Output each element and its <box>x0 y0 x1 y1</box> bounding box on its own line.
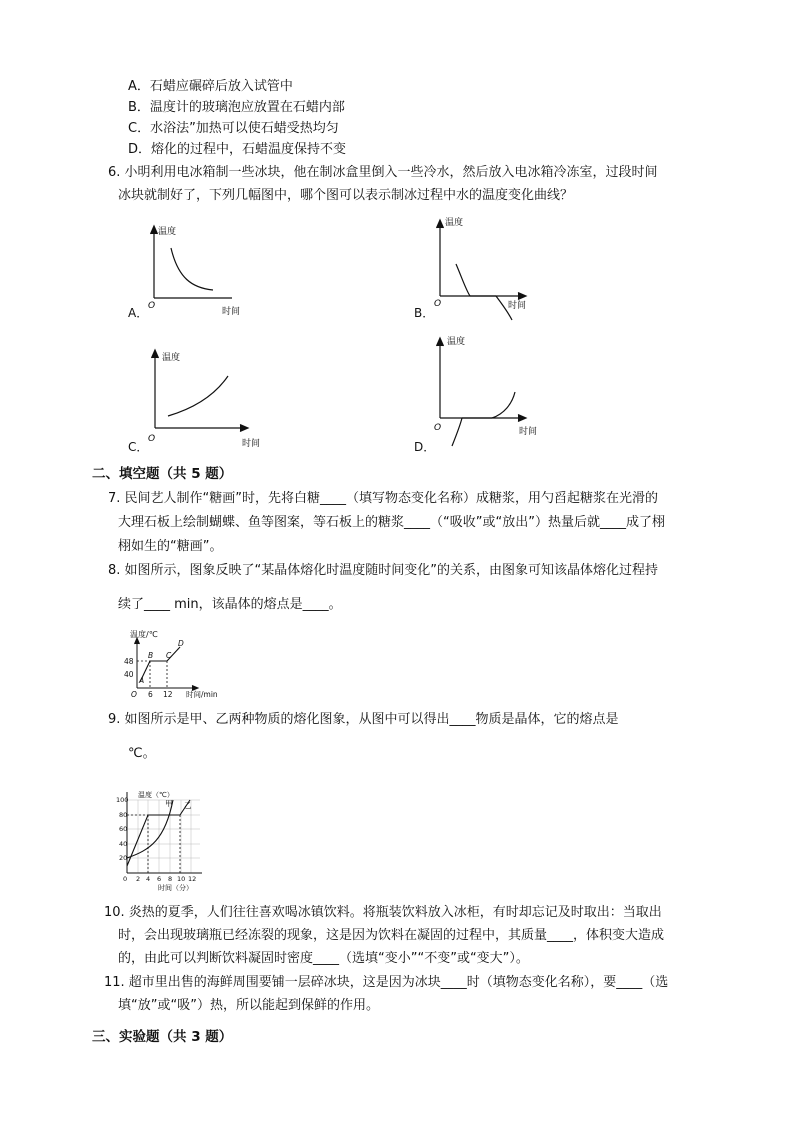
graph-b-ylabel: 温度 <box>445 218 464 228</box>
q9-line-2: ℃。 <box>128 746 156 761</box>
q5-option-c: C．水浴法”加热可以使石蜡受热均匀 <box>128 121 339 136</box>
q7-line-3: 栩如生的“糖画”。 <box>118 539 223 554</box>
q9-ylabel: 温度（℃） <box>138 791 174 799</box>
q6-line-1: 6. 小明利用电冰箱制一些冰块，他在制冰盒里倒入一些冷水，然后放入电冰箱冷冻室，过段时间 <box>108 165 658 180</box>
q11-line-1: 11. 超市里出售的海鲜周围要铺一层碎冰块，这是因为冰块____时（填物态变化名称），要____（选 <box>104 975 669 990</box>
graph-b-xlabel: 时间 <box>508 301 527 311</box>
q9-label-jia: 甲 <box>165 799 173 808</box>
q9-grid <box>127 800 200 873</box>
q8-point-b: B <box>148 651 154 660</box>
graph-b-option: B． <box>414 306 435 320</box>
q5-option-b: B．温度计的玻璃泡应放置在石蜡内部 <box>128 100 345 115</box>
graph-a-ylabel: 温度 <box>158 227 177 237</box>
graph-d-ylabel: 温度 <box>447 337 466 347</box>
graph-c-xlabel: 时间 <box>242 439 261 449</box>
q9-label-yi: 乙 <box>184 801 192 810</box>
q9-ytick-100: 100 <box>116 796 129 804</box>
graph-a-origin: O <box>148 301 156 311</box>
graph-d-option: D． <box>414 440 436 454</box>
q9-xtick-2: 2 <box>136 875 141 883</box>
q8-line-2: 续了____ min，该晶体的熔点是____。 <box>118 597 342 612</box>
q8-point-d: D <box>178 639 184 648</box>
q8-xtick-6: 6 <box>148 690 153 699</box>
q8-ylabel: 温度/℃ <box>130 630 158 639</box>
q10-line-3: 的，由此可以判断饮料凝固时密度____（选填“变小”“不变”或“变大”）。 <box>118 951 529 966</box>
q9-ytick-20: 20 <box>119 854 128 862</box>
q8-point-c: C <box>166 651 172 660</box>
graph-a-xlabel: 时间 <box>222 307 241 317</box>
q9-line-1: 9. 如图所示是甲、乙两种物质的熔化图象，从图中可以得出____物质是晶体，它的熔点是 <box>108 712 619 727</box>
graph-c-origin: O <box>148 434 156 444</box>
q9-ytick-80: 80 <box>119 811 128 819</box>
q8-ytick-48: 48 <box>124 657 134 666</box>
q9-xtick-6: 6 <box>157 875 162 883</box>
graph-c-ylabel: 温度 <box>162 353 181 363</box>
graph-b-origin: O <box>434 299 442 309</box>
q9-ytick-60: 60 <box>119 825 128 833</box>
section-2-title: 二、填空题（共 5 题） <box>92 466 233 482</box>
section-3-title: 三、实验题（共 3 题） <box>92 1029 233 1045</box>
q9-xtick-12: 12 <box>188 875 197 883</box>
q10-line-1: 10. 炎热的夏季，人们往往喜欢喝冰镇饮料。将瓶装饮料放入冰柜，有时却忘记及时取出：当取出 <box>104 905 662 920</box>
q8-xlabel: 时间/min <box>186 690 218 699</box>
q5-option-a: A．石蜡应碾碎后放入试管中 <box>128 79 293 94</box>
q9-xtick-8: 8 <box>168 875 173 883</box>
q11-line-2: 填“放”或“吸”）热，所以能起到保鲜的作用。 <box>118 998 379 1013</box>
q8-line-1: 8. 如图所示，图象反映了“某晶体熔化时温度随时间变化”的关系，由图象可知该晶体熔化过程持 <box>108 563 659 578</box>
q7-line-1: 7. 民间艺人制作“糖画”时，先将白糖____（填写物态变化名称）成糖浆，用勺舀起糖浆在光滑的 <box>108 491 659 506</box>
q8-ytick-40: 40 <box>124 670 134 679</box>
q9-xtick-4: 4 <box>146 875 151 883</box>
q8-point-a: A <box>139 676 145 685</box>
q6-line-2: 冰块就制好了，下列几幅图中，哪个图可以表示制冰过程中水的温度变化曲线？ <box>118 188 574 203</box>
q7-line-2: 大理石板上绘制蝴蝶、鱼等图案，等石板上的糖浆____（“吸收”或“放出”）热量后就____成了栩 <box>118 515 665 530</box>
q9-xlabel: 时间（分） <box>158 884 193 892</box>
graph-a-option: A． <box>128 306 149 320</box>
q9-xtick-10: 10 <box>177 875 186 883</box>
graph-c-option: C． <box>128 440 149 454</box>
q9-ytick-40: 40 <box>119 840 128 848</box>
graph-d-origin: O <box>434 423 442 433</box>
q8-origin: O <box>131 690 137 699</box>
q10-line-2: 时，会出现玻璃瓶已经冻裂的现象，这是因为饮料在凝固的过程中，其质量____，体积变大造成 <box>118 928 665 943</box>
q9-origin: 0 <box>123 875 128 883</box>
q9-series-yi <box>127 800 190 866</box>
graph-d-xlabel: 时间 <box>519 427 538 437</box>
q5-option-d: D．熔化的过程中，石蜡温度保持不变 <box>128 142 347 157</box>
q8-xtick-12: 12 <box>163 690 173 699</box>
